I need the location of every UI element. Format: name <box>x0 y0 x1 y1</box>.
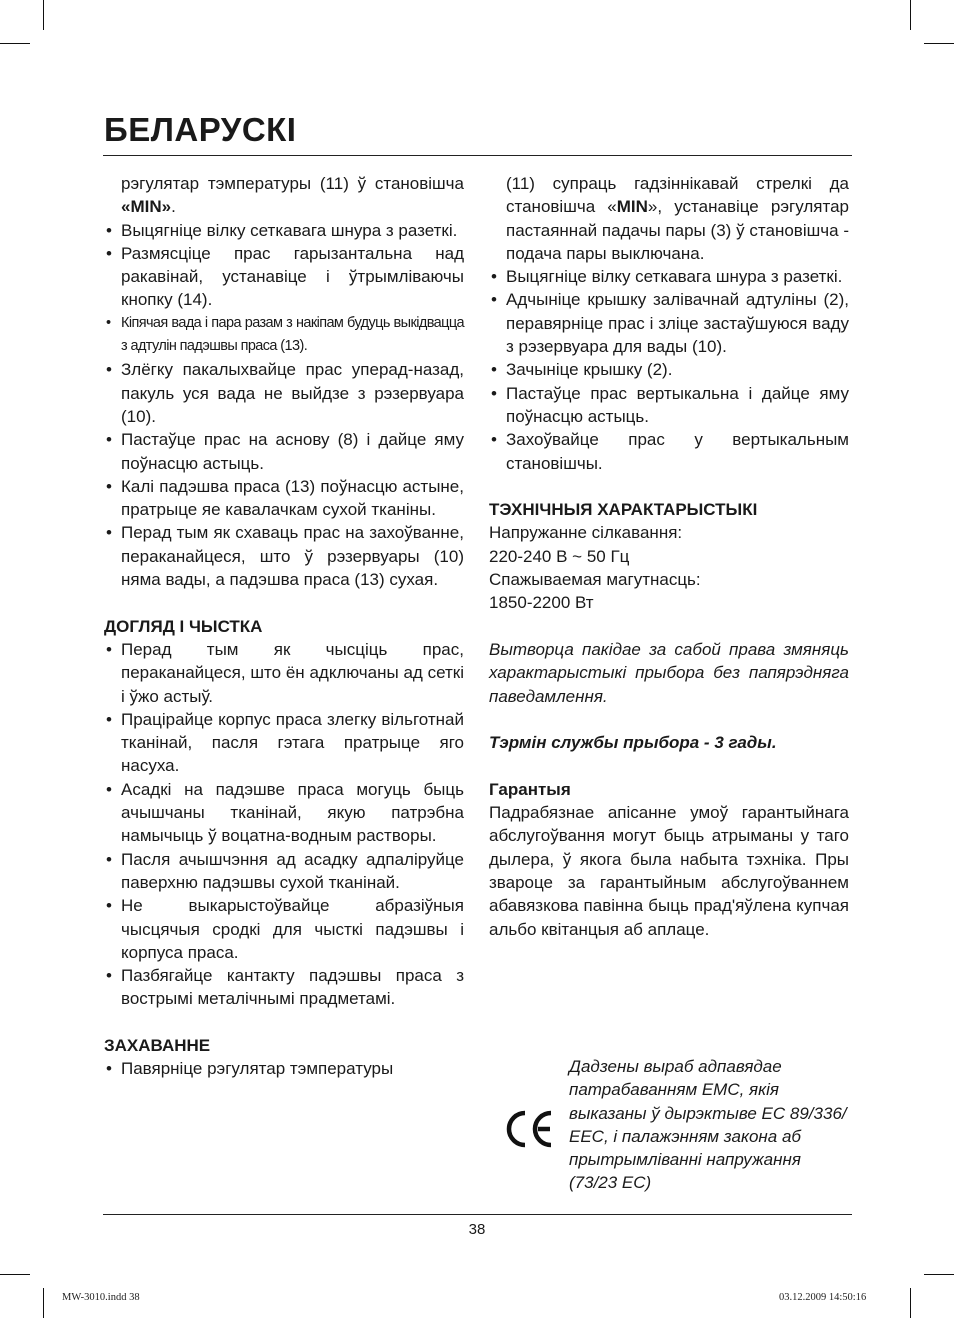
storage-text-end: », устанавіце рэгулятар пастаяннай падачы пары (3) ў становішча - подача пары выключана. <box>506 197 849 263</box>
tech-spec-line: Спажываемая магутнасць: <box>489 570 701 590</box>
footer-file-info: MW-3010.indd 38 <box>62 1292 140 1303</box>
tech-spec-line: 1850-2200 Вт <box>489 593 594 613</box>
crop-mark <box>910 1288 911 1318</box>
intro-paragraph <box>104 172 464 219</box>
list-item: • Працірайце корпус праса злегку вільготнай тканінай, пасля гэтага пратрыце яго насуха. <box>104 708 464 778</box>
storage-heading: ЗАХАВАННЕ <box>104 1035 211 1055</box>
tech-specs-heading: ТЭХНІЧНЫЯ ХАРАКТАРЫСТЫКІ <box>489 500 758 520</box>
list-item: • Пастаўце прас вертыкальна і дайце яму поўнасцю астыць. <box>489 382 849 429</box>
right-column <box>489 172 849 941</box>
list-item: • Злёгку пакалыхвайце прас уперад-назад, пакуль уся вада не выйдзе з рэзервуара (10). <box>104 358 464 428</box>
list-item: • Пасля ачышчэння ад асадку адпаліруйце паверхню падэшвы сухой тканінай. <box>104 848 464 895</box>
header-divider <box>103 155 852 156</box>
list-item: • Калі падэшва праса (13) поўнасцю астыне, пратрыце яе кавалачкам сухой тканіны. <box>104 475 464 522</box>
warranty-text: Падрабязнае апісанне умоў гарантыйнага абслугоўвання могут быць атрыманы у таго дылера, ў якога была набыта тэхніка. Пры звароце за гарантыйным абслугоўваннем абавязкова павінна быць прад'яўлена купчая альбо квітанцыя аб аплаце. <box>489 803 849 939</box>
list-item: • Пастаўце прас на аснову (8) і дайце яму поўнасцю астыць. <box>104 428 464 475</box>
storage-min-label: MIN <box>616 197 648 217</box>
cleaning-steps-list <box>104 219 464 592</box>
list-item: • Асадкі на падэшве праса могуць быць ачышчаны тканінай, якую патрэбна намычыць ў воцатна-водным растворы. <box>104 778 464 848</box>
crop-mark <box>924 1274 954 1275</box>
manufacturer-disclaimer: Вытворца пакідае за сабой права змяняць характарыстыкі прыбора без папярэдняга паведамлення. <box>489 639 849 706</box>
footer-divider <box>103 1214 852 1215</box>
left-column <box>104 172 464 1081</box>
ce-mark-icon <box>505 1109 555 1149</box>
list-item: • Размясціце прас гарызантальна над ракавінай, устанавіце і ўтрымліваючы кнопку (14). <box>104 242 464 312</box>
storage-continued-paragraph <box>489 172 849 265</box>
crop-mark <box>910 0 911 30</box>
list-item: • Выцягніце вілку сеткавага шнура з разеткі. <box>104 219 464 242</box>
service-life: Тэрмін службы прыбора - 3 гады. <box>489 733 777 753</box>
intro-text: рэгулятар тэмпературы (11) ў становішча <box>121 174 464 193</box>
page-title: БЕЛАРУСКІ <box>104 111 297 148</box>
storage-text: (11) супраць гадзіннікавай стрелкі да становішча « <box>506 174 849 217</box>
care-heading: ДОГЛЯД І ЧЫСТКА <box>104 616 263 636</box>
storage-list <box>104 1057 464 1080</box>
list-item: • Перад тым як схаваць прас на захоўванне, пераканайцеся, што ў рэзервуары (10) няма вады, а падэшва праса (13) сухая. <box>104 521 464 591</box>
crop-mark <box>924 43 954 44</box>
storage-steps-list <box>489 265 849 475</box>
footer-timestamp: 03.12.2009 14:50:16 <box>779 1292 867 1303</box>
list-item: • Зачыніце крышку (2). <box>489 358 849 381</box>
page-number: 38 <box>468 1221 486 1238</box>
warranty-heading: Гарантыя <box>489 779 571 799</box>
care-list <box>104 638 464 1011</box>
list-item: • Выцягніце вілку сеткавага шнура з разеткі. <box>489 265 849 288</box>
list-item: • Пазбягайце кантакту падэшвы праса з вострымі металічнымі прадметамі. <box>104 964 464 1011</box>
list-item: • Не выкарыстоўвайце абразіўныя чысцячыя сродкі для чысткі падэшвы і корпуса праса. <box>104 894 464 964</box>
list-item: • Кіпячая вада і пара разам з накіпам будуць выкідвацца з адтулін падэшвы праса (13). <box>104 312 464 359</box>
list-item: • Перад тым як чысціць прас, пераканайцеся, што ён адключаны ад сеткі і ўжо астыў. <box>104 638 464 708</box>
tech-spec-line: Напружанне сілкавання: <box>489 523 683 543</box>
intro-min-label: «MIN» <box>121 197 172 217</box>
list-item: • Захоўвайце прас у вертыкальным становішчы. <box>489 428 849 475</box>
ce-compliance-text: Дадзены выраб адпавядае патрабаванням ЕМС, якія выказаны ў дырэктыве ЕС 89/336/ЕЕС, і палажэнням закона аб прытрымліванні напружання (73/23 ЕС) <box>569 1057 847 1193</box>
crop-mark <box>0 1274 30 1275</box>
tech-spec-line: 220-240 В ~ 50 Гц <box>489 546 630 566</box>
intro-end: . <box>171 197 176 217</box>
crop-mark <box>43 1288 44 1318</box>
crop-mark <box>0 43 30 44</box>
list-item: • Адчыніце крышку залівачнай адтуліны (2), перавярніце прас і зліце застаўшуюся ваду з рэзервуара для вады (10). <box>489 288 849 358</box>
list-item: • Павярніце рэгулятар тэмпературы <box>104 1057 464 1080</box>
crop-mark <box>43 0 44 30</box>
